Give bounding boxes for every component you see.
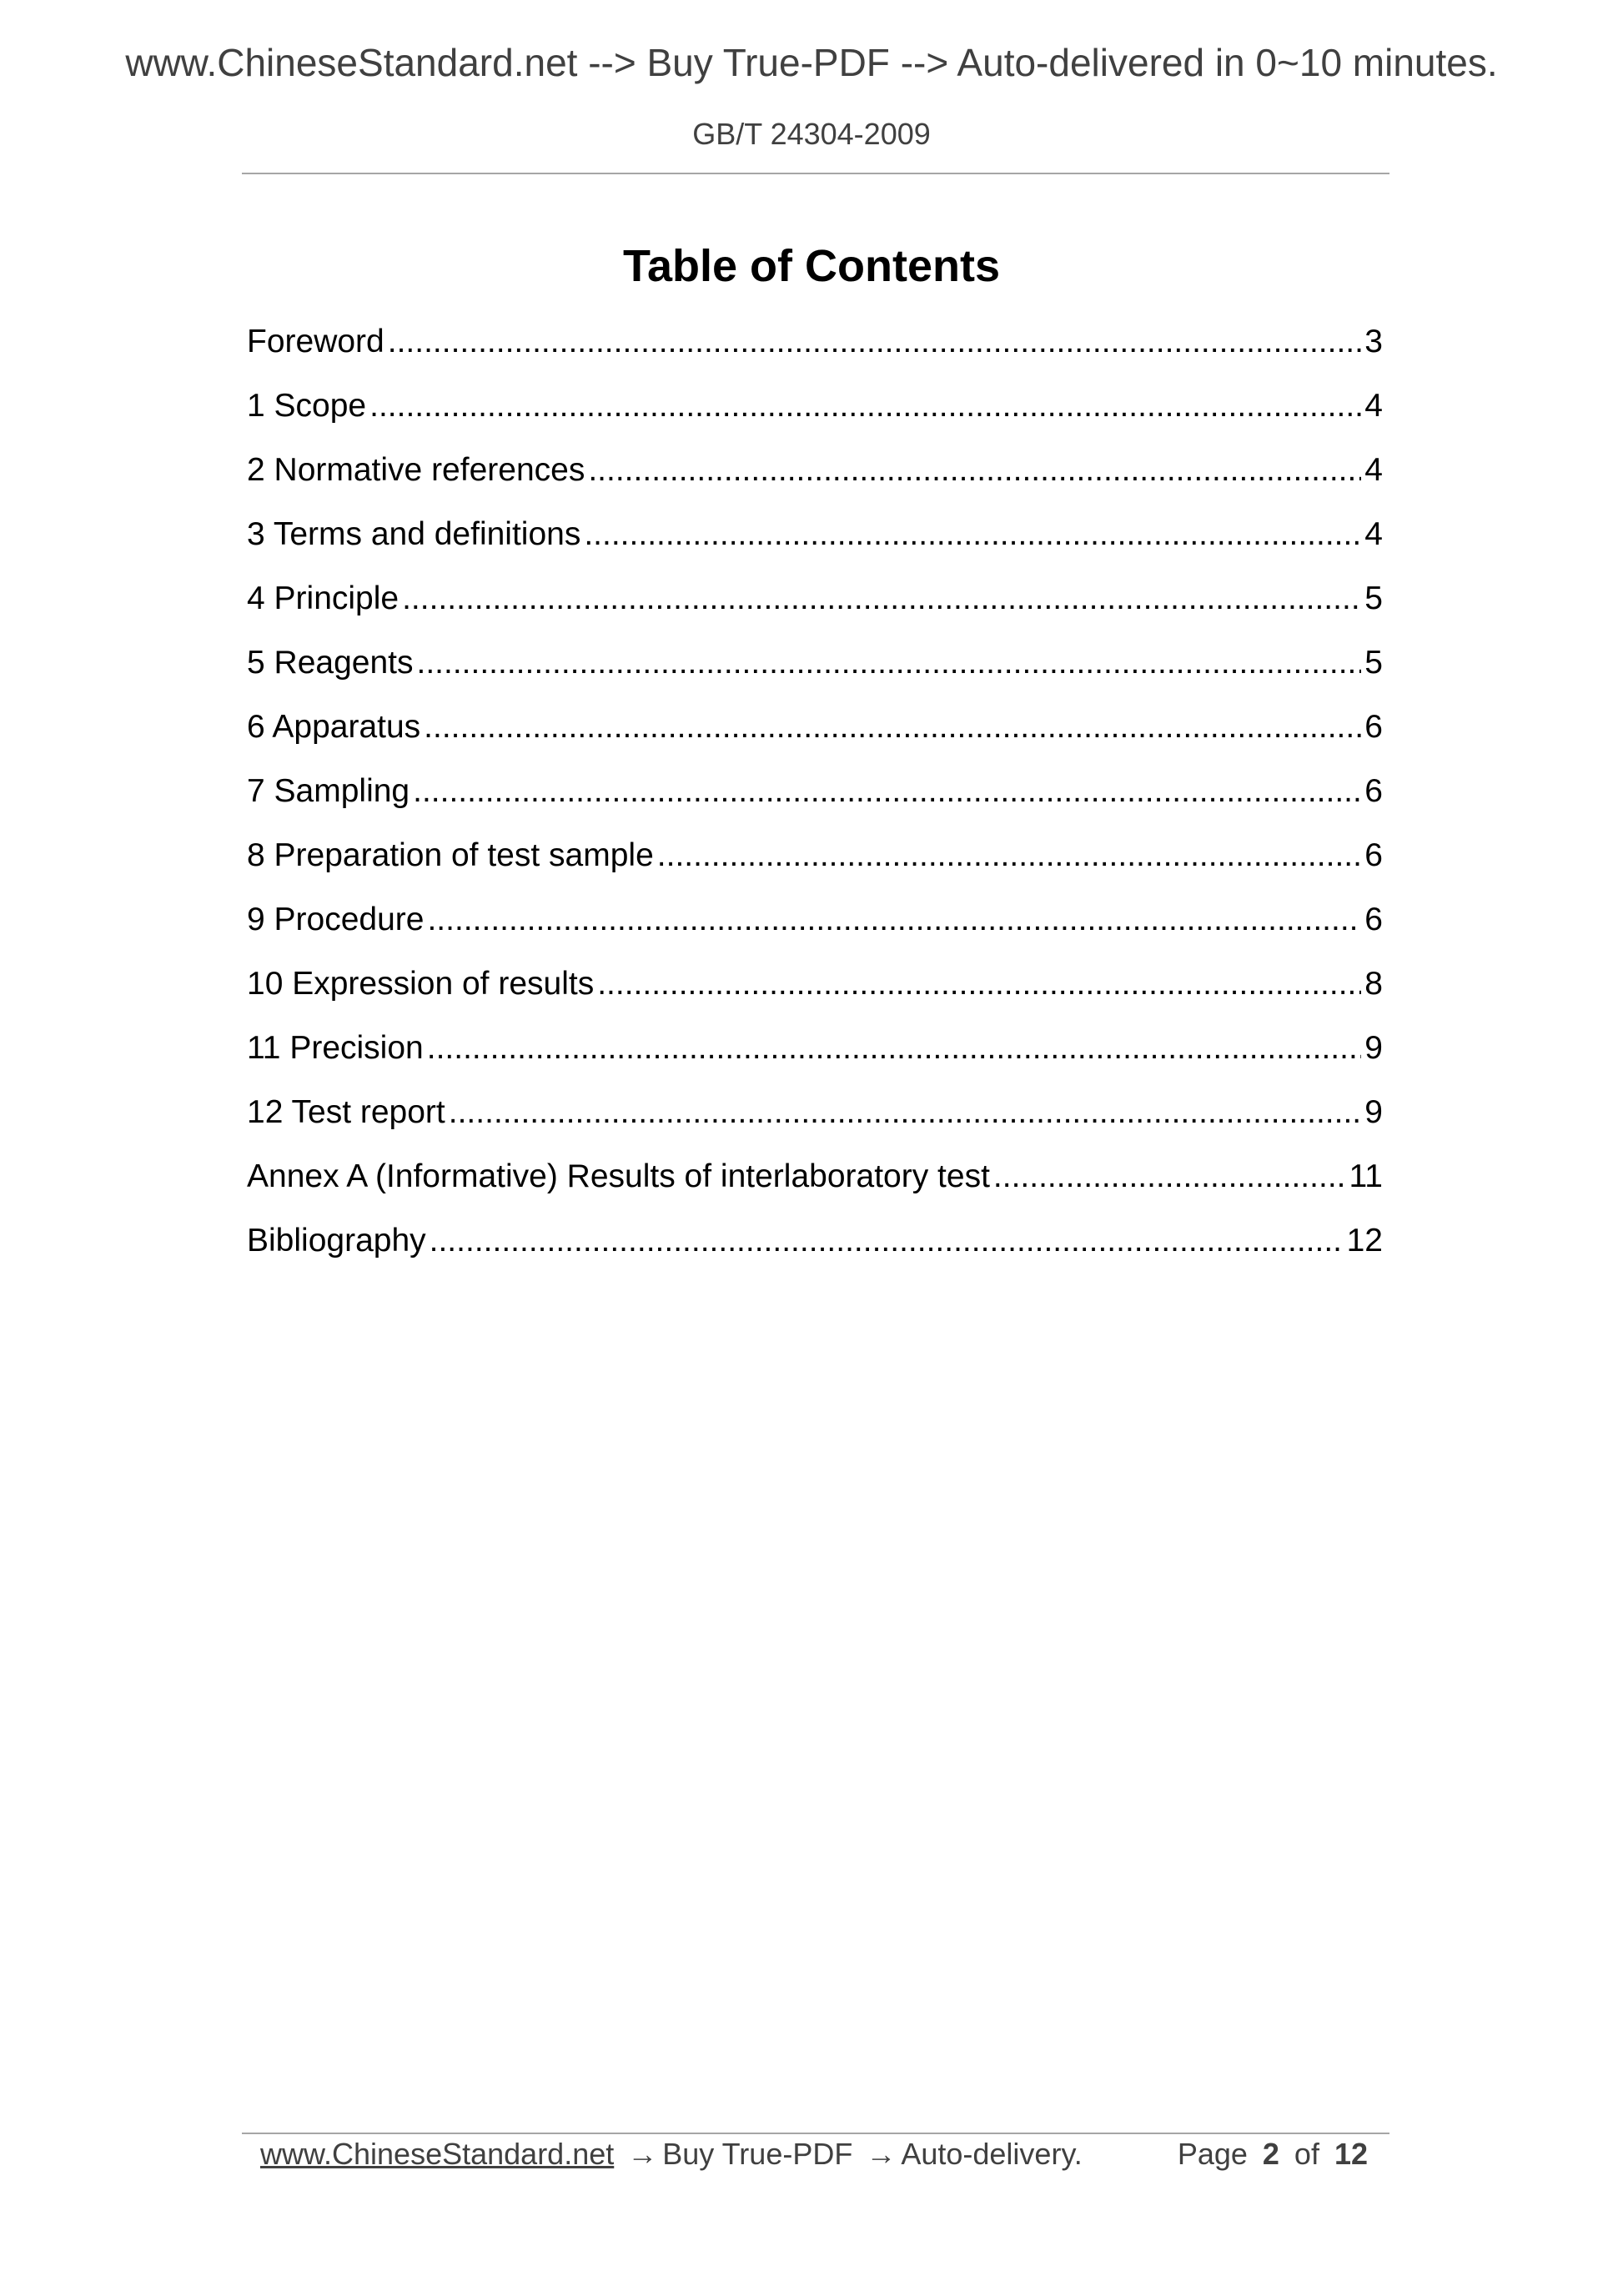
- toc-entry-label: Bibliography: [247, 1223, 426, 1259]
- arrow-right-icon: →: [866, 2137, 897, 2171]
- toc-dot-leader: [369, 381, 1361, 431]
- toc-title: Table of Contents: [623, 241, 1000, 291]
- toc-entry-label: 2 Normative references: [247, 452, 585, 488]
- toc-dot-leader: [416, 638, 1361, 688]
- toc-dot-leader: [597, 959, 1361, 1009]
- toc-entry-page: 6: [1364, 773, 1383, 809]
- toc-entry-label: Foreword: [247, 324, 384, 359]
- toc-entry-label: 12 Test report: [247, 1094, 445, 1130]
- toc-dot-leader: [427, 1023, 1362, 1073]
- arrow-right-icon: →: [627, 2137, 658, 2171]
- page-footer: [260, 2137, 1373, 2178]
- toc-entry-page: 11: [1349, 1158, 1383, 1194]
- footer-site-link[interactable]: www.ChineseStandard.net: [260, 2137, 615, 2171]
- document-code: GB/T 24304-2009: [692, 117, 931, 151]
- toc-entry-page: 3: [1364, 324, 1383, 359]
- toc-dot-leader: [413, 766, 1361, 816]
- toc-entry-page: 12: [1346, 1223, 1383, 1259]
- toc-entry-reagents[interactable]: [247, 638, 1383, 702]
- toc-dot-leader: [588, 445, 1361, 495]
- toc-entry-label: 1 Scope: [247, 388, 367, 424]
- toc-dot-leader: [430, 1216, 1344, 1266]
- toc-entry-procedure[interactable]: [247, 895, 1383, 959]
- toc-dot-leader: [424, 702, 1361, 752]
- toc-entry-page: 9: [1364, 1094, 1383, 1130]
- toc-entry-normative-references[interactable]: [247, 445, 1383, 510]
- toc-entry-label: 11 Precision: [247, 1030, 424, 1066]
- toc-entry-label: 6 Apparatus: [247, 709, 421, 745]
- toc-dot-leader: [427, 895, 1361, 945]
- of-word: of: [1294, 2137, 1319, 2171]
- toc-entry-page: 6: [1364, 709, 1383, 745]
- page-number-indicator: [1178, 2137, 1368, 2172]
- toc-dot-leader: [449, 1088, 1362, 1138]
- toc-entry-preparation-of-test-sample[interactable]: [247, 831, 1383, 895]
- toc-entry-page: 4: [1364, 388, 1383, 424]
- toc-entry-label: Annex A (Informative) Results of interlaboratory test: [247, 1158, 990, 1194]
- toc-entry-label: 10 Expression of results: [247, 966, 595, 1002]
- toc-entry-page: 9: [1364, 1030, 1383, 1066]
- toc-entry-principle[interactable]: [247, 574, 1383, 638]
- total-pages-number: 12: [1334, 2137, 1368, 2171]
- toc-entry-page: 6: [1364, 837, 1383, 873]
- top-banner: www.ChineseStandard.net --> Buy True-PDF --> Auto-delivered in 0~10 minutes.: [125, 41, 1498, 84]
- toc-entry-label: 3 Terms and definitions: [247, 516, 581, 552]
- footer-delivery-text: Auto-delivery.: [901, 2137, 1083, 2171]
- toc-entry-page: 4: [1364, 452, 1383, 488]
- toc-entry-label: 8 Preparation of test sample: [247, 837, 654, 873]
- toc-dot-leader: [993, 1152, 1346, 1202]
- footer-divider: [242, 2133, 1389, 2134]
- page-word: Page: [1177, 2137, 1248, 2171]
- toc-entry-foreword[interactable]: [247, 317, 1383, 381]
- toc-entry-terms-and-definitions[interactable]: [247, 510, 1383, 574]
- toc-entry-scope[interactable]: [247, 381, 1383, 445]
- toc-dot-leader: [402, 574, 1361, 624]
- header-divider: [242, 173, 1389, 174]
- toc-entry-page: 8: [1364, 966, 1383, 1002]
- toc-entry-page: 6: [1364, 902, 1383, 937]
- toc-entry-label: 9 Procedure: [247, 902, 425, 937]
- toc-entry-bibliography[interactable]: [247, 1216, 1383, 1280]
- toc-entry-test-report[interactable]: [247, 1088, 1383, 1152]
- footer-buy-text: Buy True-PDF: [662, 2137, 853, 2171]
- toc-entry-annex-a[interactable]: [247, 1152, 1383, 1216]
- toc-dot-leader: [584, 510, 1361, 560]
- toc-entry-label: 5 Reagents: [247, 645, 414, 681]
- toc-entry-label: 7 Sampling: [247, 773, 410, 809]
- toc-entry-page: 5: [1364, 580, 1383, 616]
- toc-entry-page: 4: [1364, 516, 1383, 552]
- toc-dot-leader: [388, 317, 1362, 367]
- toc-list: [247, 317, 1383, 1280]
- current-page-number: 2: [1262, 2137, 1279, 2171]
- toc-entry-apparatus[interactable]: [247, 702, 1383, 766]
- toc-entry-precision[interactable]: [247, 1023, 1383, 1088]
- toc-entry-page: 5: [1364, 645, 1383, 681]
- footer-promo: [260, 2137, 1083, 2172]
- toc-entry-expression-of-results[interactable]: [247, 959, 1383, 1023]
- toc-dot-leader: [657, 831, 1362, 881]
- toc-entry-sampling[interactable]: [247, 766, 1383, 831]
- toc-entry-label: 4 Principle: [247, 580, 399, 616]
